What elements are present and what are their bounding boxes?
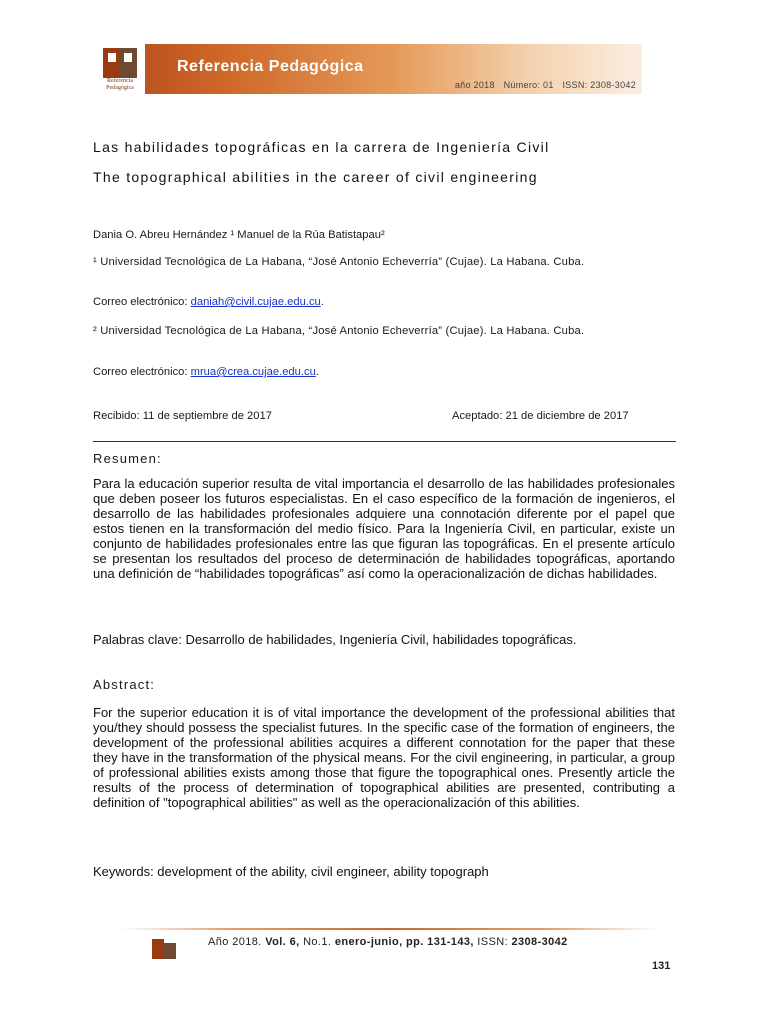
issue-number: Número: 01: [503, 80, 554, 90]
abstract-keywords: Keywords: development of the ability, civil engineer, ability topograph: [93, 864, 489, 879]
logo-p-shape: [119, 48, 137, 78]
email-label-2: Correo electrónico:: [93, 366, 191, 378]
journal-logo: [95, 44, 145, 94]
footer-issn: 2308-3042: [511, 936, 568, 948]
abstract-body: For the superior education it is of vital importance the development of the professional abilities that you/they should possess the specialist futures. In the specific case of the formation of engineers, the development of the professional abilities acquires a different connotation for the paper that these they have in the transformation of the physical means. For the civil engineering, in particular, a group of professional abilities exists among those that figure the topographical ones. Presently article the results of the process of determination of topographical abilities are presented, contributing a definition of "topographical abilities" as well as the operacionalización of this abilities.: [93, 705, 675, 810]
issue-year: año 2018: [454, 80, 495, 90]
received-date: Recibido: 11 de septiembre de 2017: [93, 410, 272, 422]
resumen-keywords: Palabras clave: Desarrollo de habilidades, Ingeniería Civil, habilidades topográficas.: [93, 632, 577, 647]
footer-pages: enero-junio, pp. 131-143,: [334, 936, 474, 948]
email-link-2[interactable]: mrua@crea.cujae.edu.cu: [190, 366, 316, 378]
email-line-1: Correo electrónico: daniah@civil.cujae.edu.cu.: [93, 296, 324, 308]
affiliation-1: ¹ Universidad Tecnológica de La Habana, “José Antonio Echeverría” (Cujae). La Habana. Cuba.: [93, 256, 585, 268]
title-english: The topographical abilities in the career of civil engineering: [93, 169, 538, 185]
footer-logo-r: [152, 939, 164, 959]
footer-citation: [208, 936, 568, 948]
email-line-2: Correo electrónico: mrua@crea.cujae.edu.cu.: [93, 366, 319, 378]
affiliation-2: ² Universidad Tecnológica de La Habana, “José Antonio Echeverría” (Cujae). La Habana. Cuba.: [93, 325, 585, 337]
journal-name: Referencia Pedagógica: [177, 58, 364, 75]
resumen-body: Para la educación superior resulta de vital importancia el desarrollo de las habilidades profesionales que deben poseer los futuros especialistas. En el caso específico de la formación de ingenieros, el desarrollo de las habilidades profesionales adquiere una connotación diferente por el papel que estos tienen en la transformación del medio físico. Para la Ingeniería Civil, en particular, existe un conjunto de habilidades profesionales entre las que figuran las topográficas. En el presente artículo se presentan los resultados del proceso de determinación de habilidades topográficas, aportando una definición de “habilidades topográficas” así como la operacionalización de dichas habilidades.: [93, 476, 675, 581]
footer-divider: [120, 928, 658, 930]
issue-info: [449, 80, 636, 90]
issue-issn: ISSN: 2308-3042: [562, 80, 636, 90]
abstract-heading: Abstract:: [93, 677, 156, 692]
footer-year: Año 2018.: [208, 936, 266, 948]
email-label-1: Correo electrónico:: [93, 296, 191, 308]
accepted-date: Aceptado: 21 de diciembre de 2017: [452, 410, 629, 422]
footer-logo: [152, 939, 182, 961]
footer-issn-label: ISSN:: [473, 936, 512, 948]
email-link-1[interactable]: daniah@civil.cujae.edu.cu: [190, 296, 321, 308]
resumen-heading: Resumen:: [93, 451, 162, 466]
logo-text: Referencia Pedagógica: [106, 78, 134, 91]
footer-number: No.1.: [299, 936, 335, 948]
authors: Dania O. Abreu Hernández ¹ Manuel de la Rúa Batistapau²: [93, 229, 385, 241]
divider: [93, 441, 676, 442]
title-spanish: Las habilidades topográficas en la carrera de Ingeniería Civil: [93, 139, 550, 155]
page-number: 131: [652, 960, 671, 972]
journal-banner: [95, 44, 642, 94]
footer-logo-p: [164, 943, 176, 959]
footer-volume: Vol. 6,: [265, 936, 300, 948]
